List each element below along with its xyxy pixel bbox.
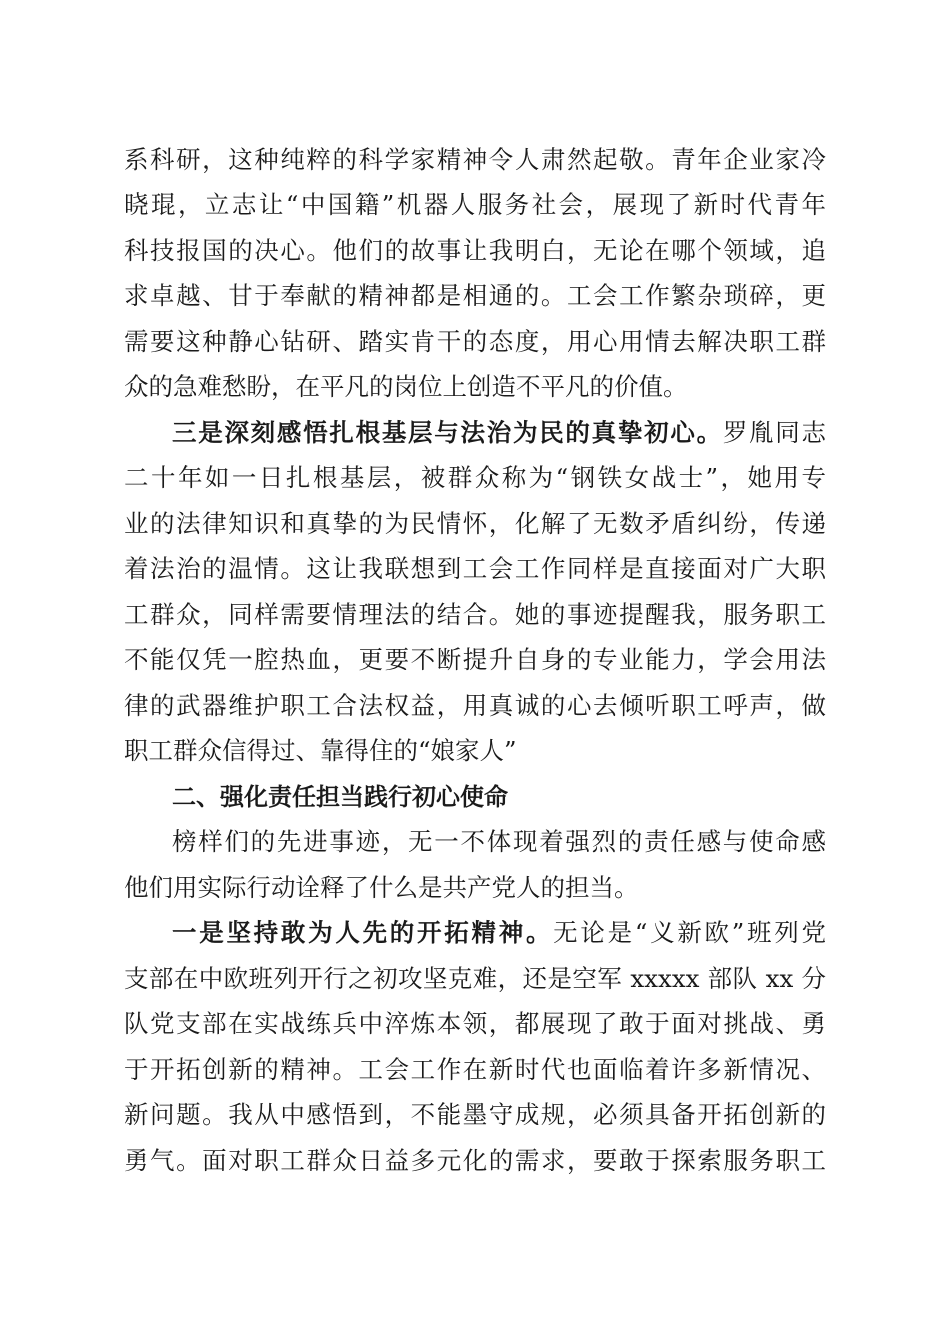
paragraph-line: 于开拓创新的精神。工会工作在新时代也面临着许多新情况、 [124, 1055, 826, 1084]
paragraph-line: 着法治的温情。这让我联想到工会工作同样是直接面对广大职 [124, 554, 826, 583]
paragraph-line: 职工群众信得过、靠得住的“娘家人” [124, 736, 517, 765]
paragraph-line: 他们用实际行动诠释了什么是共产党人的担当。 [124, 873, 639, 902]
paragraph-line: 新问题。我从中感悟到，不能墨守成规，必须具备开拓创新的 [124, 1100, 826, 1129]
paragraph-first-line [172, 916, 826, 950]
paragraph-line: 榜样们的先进事迹，无一不体现着强烈的责任感与使命感 [172, 827, 826, 856]
paragraph-text: 罗胤同志 [722, 418, 826, 447]
paragraph-lead-bold: 三是深刻感悟扎根基层与法治为民的真挚初心。 [172, 418, 723, 447]
paragraph-line: 二十年如一日扎根基层，被群众称为“钢铁女战士”，她用专 [124, 463, 826, 492]
section-heading: 二、强化责任担当践行初心使命 [172, 783, 508, 811]
paragraph-line: 晓琨，立志让“中国籍”机器人服务社会，展现了新时代青年 [124, 190, 826, 219]
paragraph-line: 众的急难愁盼，在平凡的岗位上创造不平凡的价值。 [124, 372, 688, 401]
paragraph-text: 无论是“义新欧”班列党 [553, 918, 826, 947]
paragraph-line: 勇气。面对职工群众日益多元化的需求，要敢于探索服务职工 [124, 1146, 826, 1175]
paragraph-line: 科技报国的决心。他们的故事让我明白，无论在哪个领域，追 [124, 236, 826, 265]
paragraph-line: 支部在中欧班列开行之初攻坚克难，还是空军 xxxxx 部队 xx 分 [124, 964, 826, 993]
paragraph-line: 律的武器维护职工合法权益，用真诚的心去倾听职工呼声，做 [124, 691, 826, 720]
paragraph-first-line [172, 416, 826, 450]
paragraph-lead-bold: 一是坚持敢为人先的开拓精神。 [172, 918, 554, 947]
paragraph-line: 不能仅凭一腔热血，更要不断提升自身的专业能力，学会用法 [124, 645, 826, 674]
paragraph-line: 队党支部在实战练兵中淬炼本领，都展现了敢于面对挑战、勇 [124, 1009, 826, 1038]
paragraph-line: 系科研，这种纯粹的科学家精神令人肃然起敬。青年企业家冷 [124, 145, 826, 174]
paragraph-line: 工群众，同样需要情理法的结合。她的事迹提醒我，服务职工 [124, 600, 826, 629]
paragraph-line: 需要这种静心钻研、踏实肯干的态度，用心用情去解决职工群 [124, 327, 826, 356]
paragraph-line: 求卓越、甘于奉献的精神都是相通的。工会工作繁杂琐碎，更 [124, 281, 826, 310]
paragraph-line: 业的法律知识和真挚的为民情怀，化解了无数矛盾纠纷，传递 [124, 509, 826, 538]
